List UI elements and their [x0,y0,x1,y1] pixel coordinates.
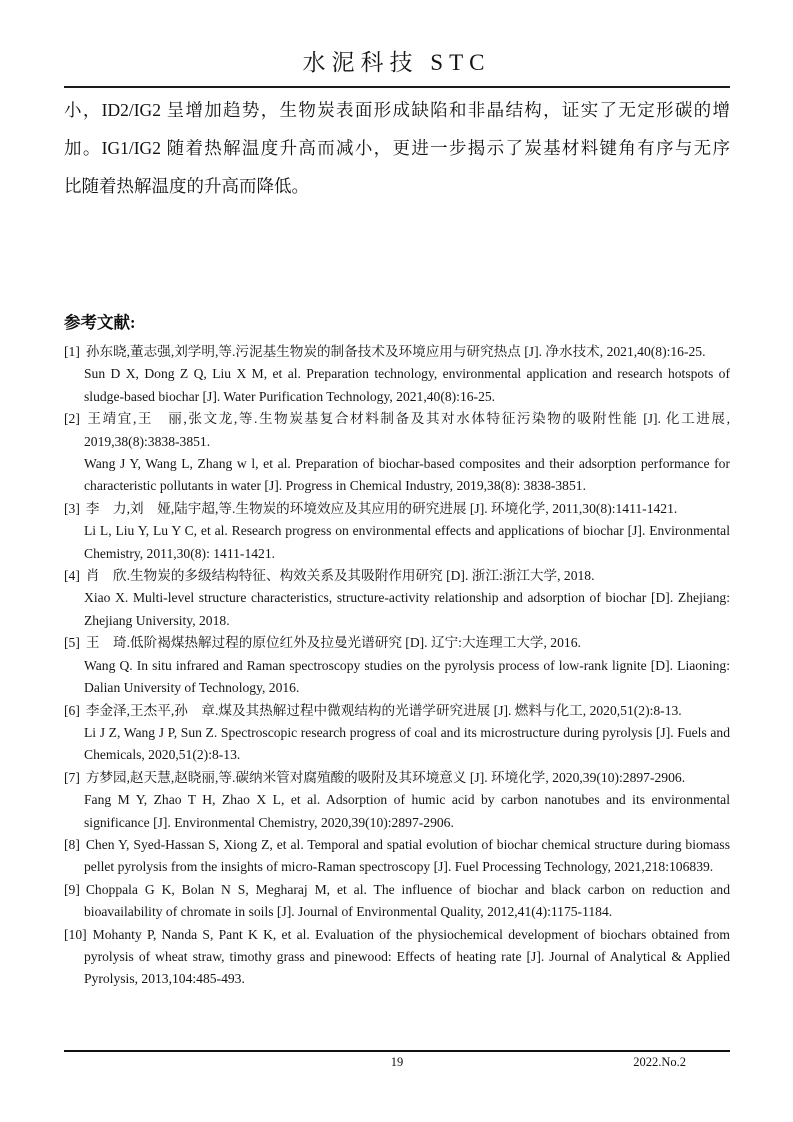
ref-citation-zh: 肖 欣.生物炭的多级结构特征、构效关系及其吸附作用研究 [D]. 浙江:浙江大学, 2018. [85,568,595,584]
ref-marker: [2] [64,411,80,427]
ref-citation-en: Sun D X, Dong Z Q, Liu X M, et al. Preparation technology, environmental application and research hotspots of sludge-based biochar [J]. Water Purification Technology, 2021,40(8):16-25. [84,366,730,404]
reference-item [64,924,730,991]
footer-text-row [64,1052,730,1074]
ref-citation-en: Wang Q. In situ infrared and Raman spectroscopy studies on the pyrolysis process of low-rank lignite [D]. Liaoning: Dalian University of Technology, 2016. [84,657,730,696]
page-footer [64,1050,730,1074]
ref-citation-zh: 王 琦.低阶褐煤热解过程的原位红外及拉曼光谱研究 [D]. 辽宁:大连理工大学, 2016. [85,635,581,651]
ref-marker: [5] [64,635,80,651]
issue-label: 2022.No.2 [633,1055,686,1069]
body-text-line: 小，ID2/IG2 呈增加趋势，生物炭表面形成缺陷和非晶结构，证实了无定形碳的增 [64,100,730,120]
ref-marker: [9] [64,881,80,897]
ref-citation-zh: 李 力,刘 娅,陆宇超,等.生物炭的环境效应及其应用的研究进展 [J]. 环境化学, 2011,30(8):1411-1421. [85,500,678,516]
references-heading: 参考文献: [64,313,136,332]
ref-citation-en: Li L, Liu Y, Lu Y C, et al. Research progress on environmental effects and applications of biochar [J]. Environmental Chemistry, 2011,30(8): 1411-1421. [84,523,730,561]
ref-marker: [8] [64,836,80,852]
ref-citation-en: Li J Z, Wang J P, Sun Z. Spectroscopic research progress of coal and its microstructure during pyrolysis [J]. Fuels and Chemicals, 2020,51(2):8-13. [84,724,730,763]
ref-marker: [1] [64,344,80,359]
ref-citation-en: Fang M Y, Zhao T H, Zhao X L, et al. Adsorption of humic acid by carbon nanotubes and its environmental significance [J]. Environmental Chemistry, 2020,39(10):2897-2906. [84,792,730,830]
reference-item [64,700,730,767]
ref-marker: [10] [64,926,87,942]
ref-citation-en: Chen Y, Syed-Hassan S, Xiong Z, et al. Temporal and spatial evolution of biochar chemical structure during biomass pellet pyrolysis from the insights of micro-Raman spectroscopy [J]. Fuel Processing Technology, 2021,218:106839. [84,836,730,875]
references-list [64,341,730,991]
reference-item [64,632,730,699]
reference-item [64,767,730,834]
ref-citation-en: Choppala G K, Bolan N S, Megharaj M, et al. The influence of biochar and black carbon on reduction and bioavailability of chromate in soils [J]. Journal of Environmental Quality, 2012,41(4):1175-1184. [84,881,730,920]
journal-title: 水泥科技 STC [302,50,491,75]
reference-item [64,408,730,498]
ref-citation-zh: 孙东晓,董志强,刘学明,等.污泥基生物炭的制备技术及环境应用与研究热点 [J]. 净水技术, 2021,40(8):16-25. [85,344,706,359]
body-text-line: 加。IG1/IG2 随着热解温度升高而减小，更进一步揭示了炭基材料键角有序与无序 [64,138,730,158]
ref-citation-en: Wang J Y, Wang L, Zhang w l, et al. Preparation of biochar-based composites and their adsorption performance for characteristic pollutants in water [J]. Progress in Chemical Industry, 2019,38(8): 3838-3851. [84,456,730,494]
ref-marker: [7] [64,769,80,785]
ref-marker: [6] [64,702,80,718]
reference-item [64,879,730,924]
ref-marker: [4] [64,568,80,584]
reference-item [64,834,730,879]
ref-marker: [3] [64,500,80,516]
ref-citation-zh: 王靖宜,王 丽,张文龙,等.生物炭基复合材料制备及其对水体特征污染物的吸附性能 [J]. 化工进展, 2019,38(8):3838-3851. [84,411,730,449]
body-paragraph [64,91,730,205]
page-number: 19 [390,1055,404,1069]
body-text-line: 比随着热解温度的升高而降低。 [64,176,309,196]
header-divider [64,86,730,88]
ref-citation-en: Mohanty P, Nanda S, Pant K K, et al. Evaluation of the physiochemical development of biochars obtained from pyrolysis of wheat straw, timothy grass and pinewood: Effects of heating rate [J]. Journal of Analytical & Applied Pyrolysis, 2013,104:485-493. [84,926,730,987]
reference-item [64,565,730,632]
reference-item [64,498,730,565]
ref-citation-en: Xiao X. Multi-level structure characteristics, structure-activity relationship and adsorption of biochar [D]. Zhejiang: Zhejiang University, 2018. [84,590,730,628]
reference-item [64,341,730,408]
ref-citation-zh: 方梦园,赵天慧,赵晓丽,等.碳纳米管对腐殖酸的吸附及其环境意义 [J]. 环境化学, 2020,39(10):2897-2906. [85,769,686,785]
ref-citation-zh: 李金泽,王杰平,孙 章.煤及其热解过程中微观结构的光谱学研究进展 [J]. 燃料与化工, 2020,51(2):8-13. [85,702,682,718]
